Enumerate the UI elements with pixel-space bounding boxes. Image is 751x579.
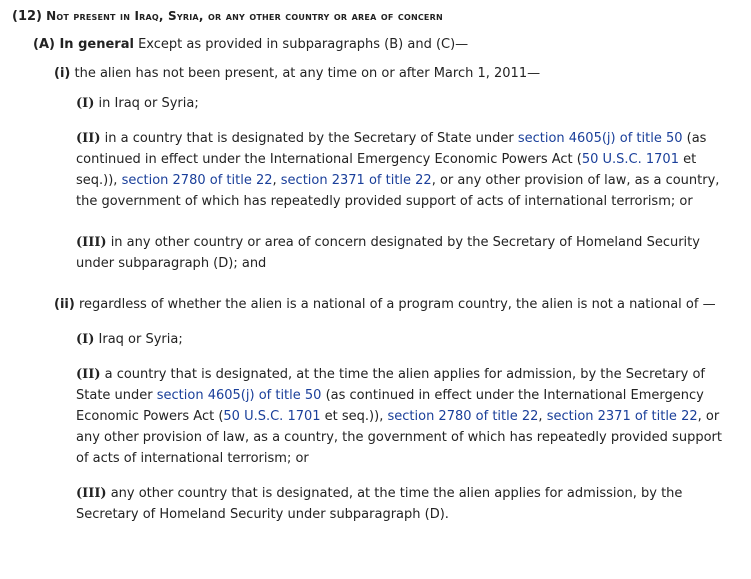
link-section-2371-title-22[interactable]: section 2371 of title 22 xyxy=(280,173,432,188)
clause-i-subclause-II xyxy=(76,128,737,212)
subclause-text: in Iraq or Syria; xyxy=(98,96,199,111)
subclause-text: any other country that is designated, at the time the alien applies for admission, by the Secretary of Homeland Security under subparagraph (D). xyxy=(76,486,683,522)
subparagraph-a xyxy=(33,34,751,55)
clause-i-text: the alien has not been present, at any time on or after March 1, 2011— xyxy=(74,66,541,81)
clause-ii xyxy=(54,294,729,315)
clause-i-subclause-I xyxy=(76,93,737,114)
subclause-label: (III) xyxy=(76,486,107,501)
subclause-text: (as continued in effect under the International Emergency Economic Powers Act ( xyxy=(76,388,704,424)
clause-ii-label: (ii) xyxy=(54,297,75,312)
subclause-text: et seq.)), xyxy=(76,152,697,188)
clause-ii-subclause-II xyxy=(76,364,737,469)
subclause-text: a country that is designated, at the time the alien applies for admission, by the Secretary of State under xyxy=(76,367,705,403)
subclause-text: in any other country or area of concern designated by the Secretary of Homeland Security under subparagraph (D); and xyxy=(76,235,700,271)
subclause-label: (II) xyxy=(76,367,101,382)
link-section-2780-title-22[interactable]: section 2780 of title 22 xyxy=(121,173,273,188)
clause-i-subclause-III xyxy=(76,232,737,274)
clause-ii-subclause-I xyxy=(76,329,737,350)
subclause-text: in a country that is designated by the Secretary of State under xyxy=(104,131,514,146)
subclause-label: (I) xyxy=(76,96,95,111)
subclause-text: (as continued in effect under the International Emergency Economic Powers Act ( xyxy=(76,131,707,167)
subclause-text: , xyxy=(538,409,543,424)
paragraph-caption: Not present in Iraq, Syria, or any other country or area of concern xyxy=(46,9,443,23)
link-section-2780-title-22[interactable]: section 2780 of title 22 xyxy=(387,409,539,424)
subclause-label: (III) xyxy=(76,235,107,250)
subclause-text: , or any other provision of law, as a country, the government of which has repeatedly provided support of acts of international terrorism; or xyxy=(76,409,722,466)
subparagraph-a-text: Except as provided in subparagraphs (B) and (C)— xyxy=(138,37,469,52)
subclause-text: , or any other provision of law, as a country, the government of which has repeatedly provided support of acts of international terrorism; or xyxy=(76,173,720,209)
link-section-4605j-title-50[interactable]: section 4605(j) of title 50 xyxy=(517,131,683,146)
link-50-usc-1701[interactable]: 50 U.S.C. 1701 xyxy=(223,409,321,424)
paragraph-12-heading xyxy=(12,6,751,27)
subclause-text: Iraq or Syria; xyxy=(98,332,183,347)
subclause-label: (II) xyxy=(76,131,101,146)
link-section-2371-title-22[interactable]: section 2371 of title 22 xyxy=(546,409,698,424)
clause-ii-text: regardless of whether the alien is a national of a program country, the alien is not a national of — xyxy=(78,297,716,312)
paragraph-number: (12) xyxy=(12,9,42,24)
subparagraph-a-label: (A) In general xyxy=(33,37,134,52)
subclause-text: et seq.)), xyxy=(324,409,384,424)
subclause-text: , xyxy=(272,173,277,188)
subclause-label: (I) xyxy=(76,332,95,347)
clause-i xyxy=(54,63,751,84)
link-50-usc-1701[interactable]: 50 U.S.C. 1701 xyxy=(581,152,679,167)
link-section-4605j-title-50[interactable]: section 4605(j) of title 50 xyxy=(156,388,322,403)
clause-i-label: (i) xyxy=(54,66,71,81)
clause-ii-subclause-III xyxy=(76,483,737,525)
